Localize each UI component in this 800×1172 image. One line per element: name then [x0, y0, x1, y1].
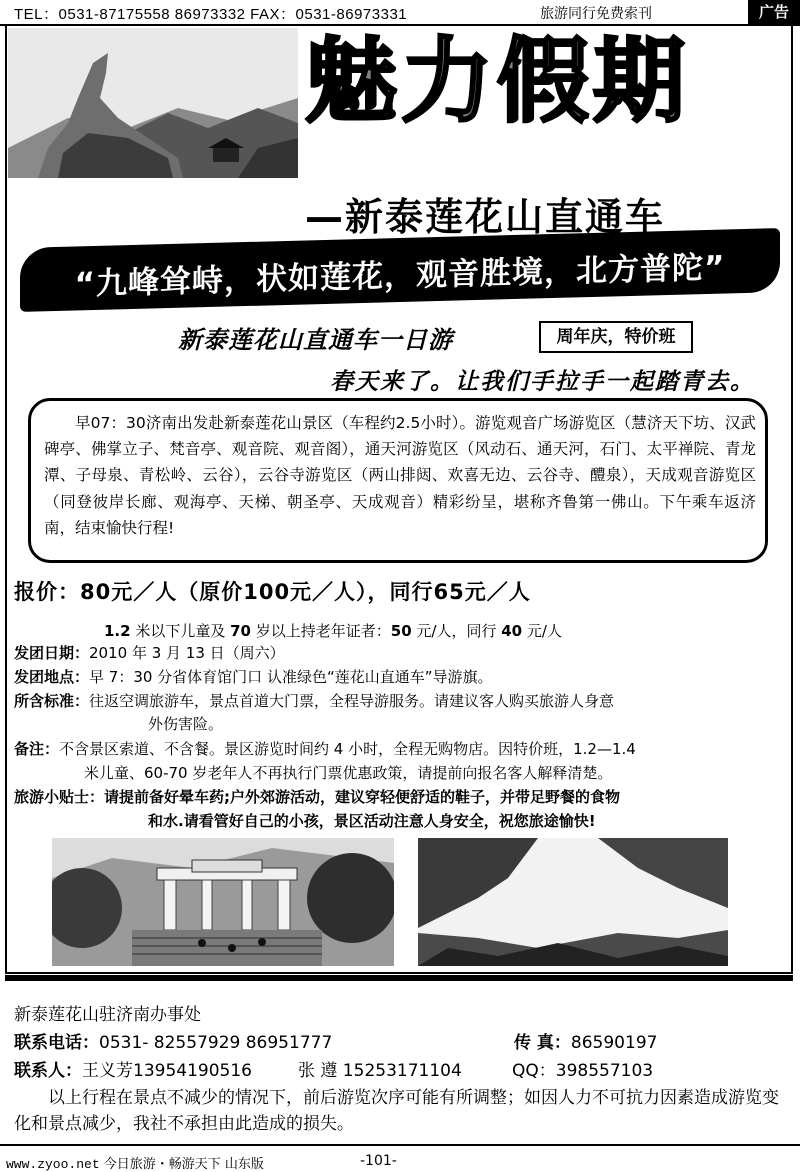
- included-line-1: 往返空调旅游车，景点首道大门票，全程导游服务。请建议客人购买旅游人身意: [89, 692, 615, 710]
- slogan-text: “九峰耸峙，状如莲花，观音胜境，北方普陀”: [74, 249, 726, 303]
- contact-label: 联系人：: [14, 1061, 82, 1081]
- tips-line-1: 请提前备好晕车药;户外郊游活动，建议穿轻便舒适的鞋子，并带足野餐的食物: [104, 788, 621, 806]
- included-label: 所含标准：: [14, 692, 90, 710]
- remarks-label: 备注：: [14, 740, 60, 758]
- child-price-text-2: 岁以上持老年证者：: [251, 622, 391, 640]
- subtitle: —新泰莲花山直通车: [305, 195, 666, 239]
- senior-age: 70: [230, 622, 251, 640]
- section-divider: [5, 975, 793, 981]
- mountain-photo-image: [8, 28, 298, 178]
- footer: [6, 1153, 264, 1172]
- child-price: [104, 620, 562, 642]
- remarks-line-1: 不含景区索道、不含餐。景区游览时间约 4 小时，全程无购物店。因特价班，1.2—1.4: [59, 740, 636, 758]
- departure-place: [14, 666, 493, 688]
- page-number: -101-: [360, 1153, 397, 1169]
- top-bar: [0, 0, 800, 26]
- place-label: 发团地点：: [14, 668, 90, 686]
- price-line: 报价：80元／人（原价100元／人），同行65元／人: [14, 580, 531, 604]
- contact-person-1: 王义芳13954190516: [82, 1061, 252, 1081]
- contact-line: TEL：0531-87175558 86973332 FAX：0531-86973331: [14, 6, 408, 23]
- child-price-text-3: 元/人，同行: [411, 622, 502, 640]
- office-contact: [14, 1056, 252, 1081]
- fax-label: 传 真：: [514, 1033, 571, 1053]
- itinerary-text: 早07：30济南出发赴新泰莲花山景区（车程约2.5小时）。游览观音广场游览区（慧济天下坊、汉武碑亭、佛掌立子、梵音亭、观音院、观音阁），通天河游览区（风动石、通天河，石门、太平禅院、青龙潭、子母泉、青松岭、云谷），云谷寺游览区（两山排闼、欢喜无边、云谷寺、醴泉），天成观音游览区（同登彼岸长廊、观海亭、天梯、朝圣亭、天成观音）精彩纷呈，堪称齐鲁第一佛山。下午乘车返济南，结束愉快行程!: [44, 414, 756, 537]
- child-price-text-4: 元/人: [522, 622, 562, 640]
- footer-slogan: 今日旅游・畅游天下 山东版: [99, 1157, 264, 1172]
- office-fax: [514, 1028, 657, 1053]
- place-value: 早 7：30 分省体育馆门口 认准绿色“莲花山直通车”导游旗。: [89, 668, 493, 686]
- date-value: 2010 年 3 月 13 日（周六）: [89, 644, 285, 662]
- anniversary-badge: 周年庆，特价班: [539, 321, 693, 353]
- remarks-line-2: 米儿童、60-70 岁老年人不再执行门票优惠政策，请提前向报名客人解释清楚。: [84, 764, 613, 782]
- disclaimer: 以上行程在景点不减少的情况下，前后游览次序可能有所调整；如因人力不可抗力因素造成游览变化和景点减少，我社不承担由此造成的损失。: [14, 1088, 779, 1134]
- office-name: 新泰莲花山驻济南办事处: [14, 1005, 201, 1025]
- spring-tagline: 春天来了。让我们手拉手一起踏青去。: [330, 369, 755, 395]
- forest-photo-image: [418, 838, 728, 966]
- date-label: 发团日期：: [14, 644, 90, 662]
- gate-photo-image: [52, 838, 394, 966]
- mountain-photo: [8, 28, 298, 178]
- ad-tag: 广告: [748, 0, 800, 24]
- fax-value: 86590197: [570, 1033, 658, 1053]
- publication-name: 旅游同行免费索刊: [540, 6, 652, 22]
- included-line-2: 外伤害险。: [148, 715, 224, 733]
- phone-label: 联系电话：: [14, 1033, 99, 1053]
- departure-date: [14, 642, 285, 664]
- contact-person-2: 张 遵 15253171104: [298, 1061, 462, 1081]
- remarks: [14, 738, 636, 760]
- travel-tips: [14, 786, 620, 808]
- footer-url: www.zyoo.net: [6, 1157, 100, 1172]
- footer-divider: [0, 1144, 800, 1146]
- tips-line-2: 和水.请看管好自己的小孩，景区活动注意人身安全，祝您旅途愉快!: [148, 812, 596, 830]
- main-title: 魅力假期: [305, 28, 690, 135]
- peer-child-price: 40: [501, 622, 523, 640]
- phone-value: 0531- 82557929 86951777: [99, 1033, 333, 1053]
- tour-name: 新泰莲花山直通车一日游: [178, 326, 453, 354]
- office-phone: [14, 1028, 332, 1053]
- child-price-text-1: 米以下儿童及: [130, 622, 231, 640]
- child-height: 1.2: [104, 622, 131, 640]
- office-qq: QQ：398557103: [512, 1061, 654, 1081]
- tips-label: 旅游小贴士：: [14, 788, 105, 806]
- included-standard: [14, 690, 614, 712]
- forest-photo: [418, 838, 728, 966]
- gate-photo: [52, 838, 394, 966]
- child-price-amount: 50: [390, 622, 412, 640]
